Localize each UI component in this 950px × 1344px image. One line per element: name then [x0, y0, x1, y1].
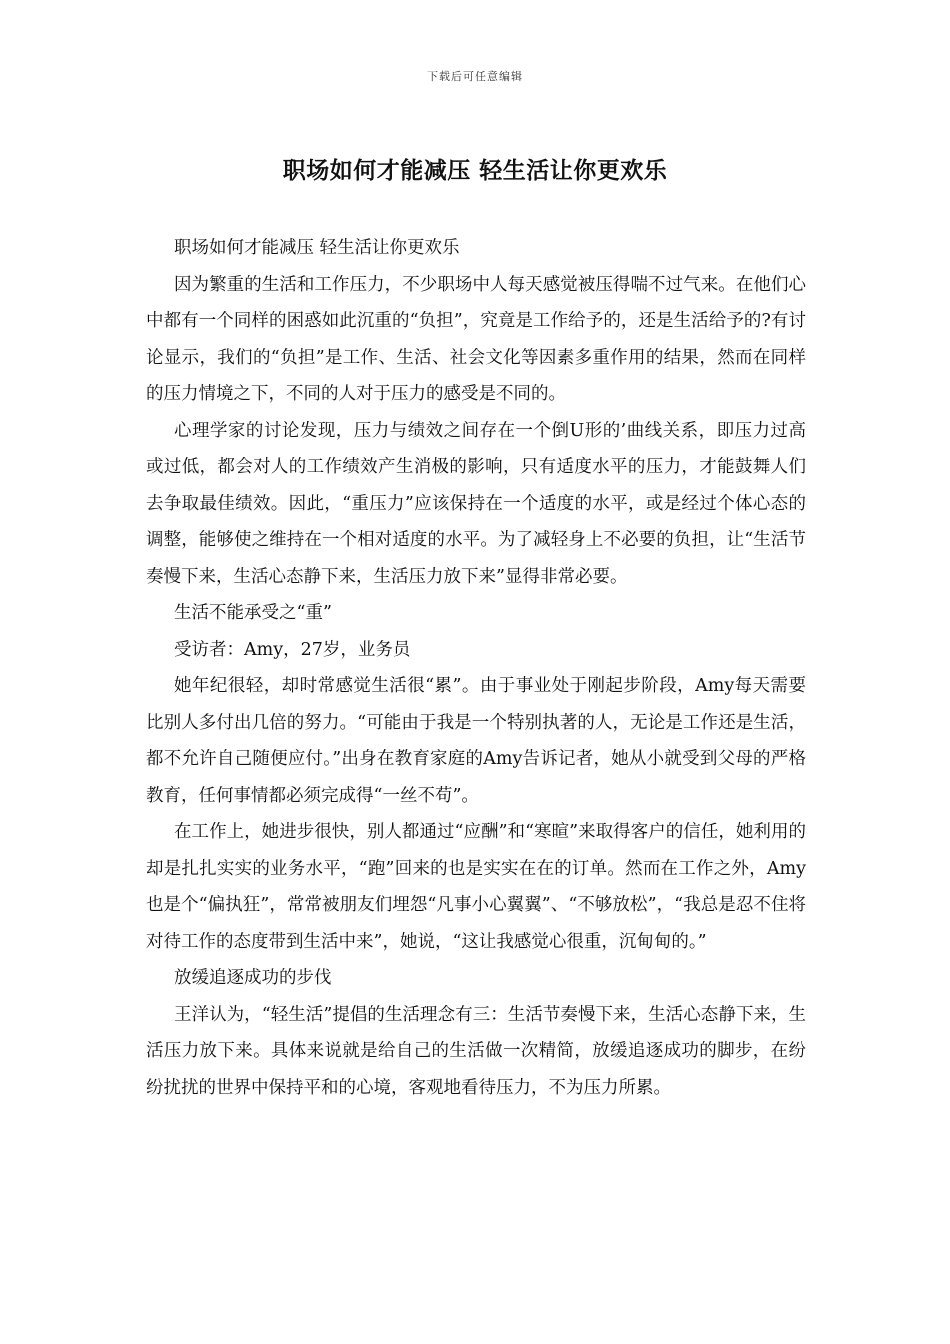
paragraph-intro: 因为繁重的生活和工作压力，不少职场中人每天感觉被压得喘不过气来。在他们心中都有一个同样的困惑如此沉重的“负担”，究竟是工作给予的，还是生活给予的?有讨论显示，我们的“负担”是工作、生活、社会文化等因素多重作用的结果，然而在同样的压力情境之下，不同的人对于压力的感受是不同的。: [146, 274, 806, 404]
paragraph-amy-story: 她年纪很轻，却时常感觉生活很“累”。由于事业处于刚起步阶段，Amy每天需要比别人多付出几倍的努力。“可能由于我是一个特别执著的人，无论是工作还是生活，都不允许自己随便应付。”出身在教育家庭的Amy告诉记者，她从小就受到父母的严格教育，任何事情都必须完成得“一丝不苟”。: [146, 676, 806, 806]
paragraph-light-life: 王洋认为，“轻生活”提倡的生活理念有三：生活节奏慢下来，生活心态静下来，生活压力放下来。具体来说就是给自己的生活做一次精简，放缓追逐成功的脚步，在纷纷扰扰的世界中保持平和的心境，客观地看待压力，不为压力所累。: [146, 1004, 806, 1098]
header-note: 下载后可任意编辑: [427, 70, 523, 83]
section-heading-slow-down: 放缓追逐成功的步伐: [174, 968, 332, 988]
interviewee-line: 受访者：Amy，27岁，业务员: [174, 639, 411, 660]
document-title: 职场如何才能减压 轻生活让你更欢乐: [282, 157, 668, 184]
paragraph-amy-work: 在工作上，她进步很快，别人都通过“应酬”和“寒暄”来取得客户的信任，她利用的却是扎扎实实的业务水平，“跑”回来的也是实实在在的订单。然而在工作之外，Amy也是个“偏执狂”，常常被朋友们埋怨“凡事小心翼翼”、“不够放松”，“我总是忍不住将对待工作的态度带到生活中来”，她说，“这让我感觉心很重，沉甸甸的。”: [146, 822, 806, 952]
document-body: [146, 230, 806, 1106]
paragraph-psychology: 心理学家的讨论发现，压力与绩效之间存在一个倒U形的’曲线关系，即压力过高或过低，都会对人的工作绩效产生消极的影响，只有适度水平的压力，才能鼓舞人们去争取最佳绩效。因此，“重压力”应该保持在一个适度的水平，或是经过个体心态的调整，能够使之维持在一个相对适度的水平。为了减轻身上不必要的负担，让“生活节奏慢下来，生活心态静下来，生活压力放下来”显得非常必要。: [146, 420, 806, 587]
section-heading-life-weight: 生活不能承受之“重”: [174, 603, 332, 623]
paragraph-subtitle: 职场如何才能减压 轻生活让你更欢乐: [174, 238, 460, 258]
